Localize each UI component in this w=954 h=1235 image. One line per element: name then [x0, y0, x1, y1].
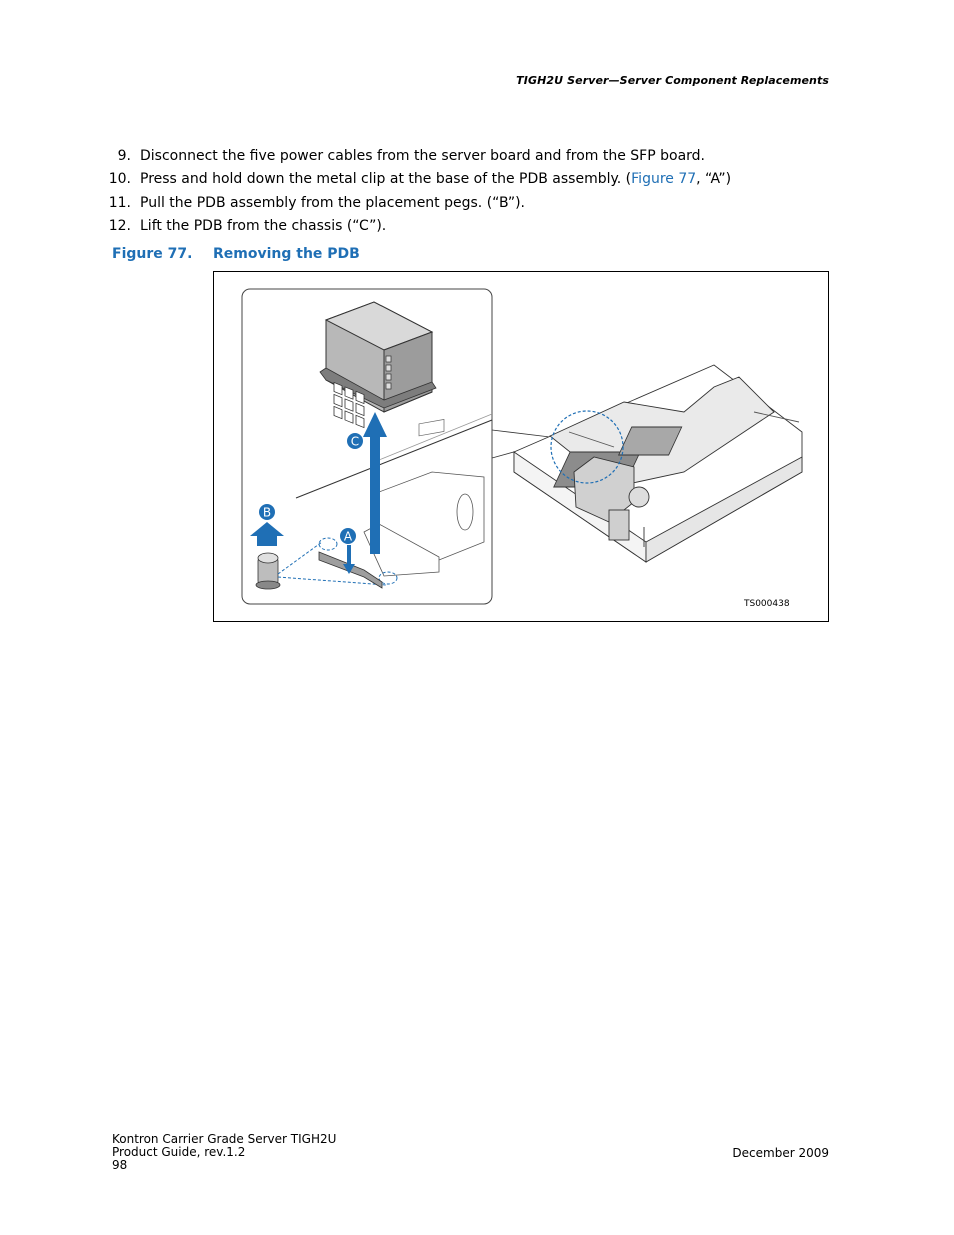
step-text: Disconnect the five power cables from the server board and from the SFP board.	[140, 148, 706, 164]
callout-b: B	[262, 505, 272, 520]
pdb-removal-illustration	[214, 272, 828, 621]
figure-frame	[213, 271, 829, 622]
step-number: 10.	[108, 171, 131, 187]
step-text-before: Press and hold down the metal clip at the base of the PDB assembly. (	[140, 171, 632, 187]
step-text-after: , “A”)	[696, 171, 732, 187]
running-header: TIGH2U Server—Server Component Replacements	[516, 74, 829, 87]
footer-left	[112, 1133, 336, 1172]
figure-caption	[112, 246, 360, 262]
callout-a: A	[343, 529, 353, 544]
figure-title: Removing the PDB	[213, 246, 360, 262]
figure-label: Figure 77.	[112, 246, 193, 262]
placement-peg	[256, 553, 280, 589]
page-number: 98	[112, 1158, 128, 1172]
step-number: 12.	[108, 218, 131, 234]
footer-guide: Product Guide, rev.1.2	[112, 1145, 246, 1159]
server-chassis	[514, 365, 802, 562]
step-text: Lift the PDB from the chassis (“C”).	[140, 218, 387, 234]
step-text	[140, 170, 731, 188]
step-number: 9.	[117, 148, 131, 164]
image-id: TS000438	[744, 599, 790, 609]
footer-product: Kontron Carrier Grade Server TIGH2U	[112, 1132, 337, 1146]
figure-77-link[interactable]: Figure 77	[631, 171, 697, 187]
step-text: Pull the PDB assembly from the placement pegs. (“B”).	[140, 195, 525, 211]
step-number: 11.	[108, 195, 131, 211]
callout-c: C	[350, 434, 360, 449]
footer-date: December 2009	[732, 1146, 829, 1160]
